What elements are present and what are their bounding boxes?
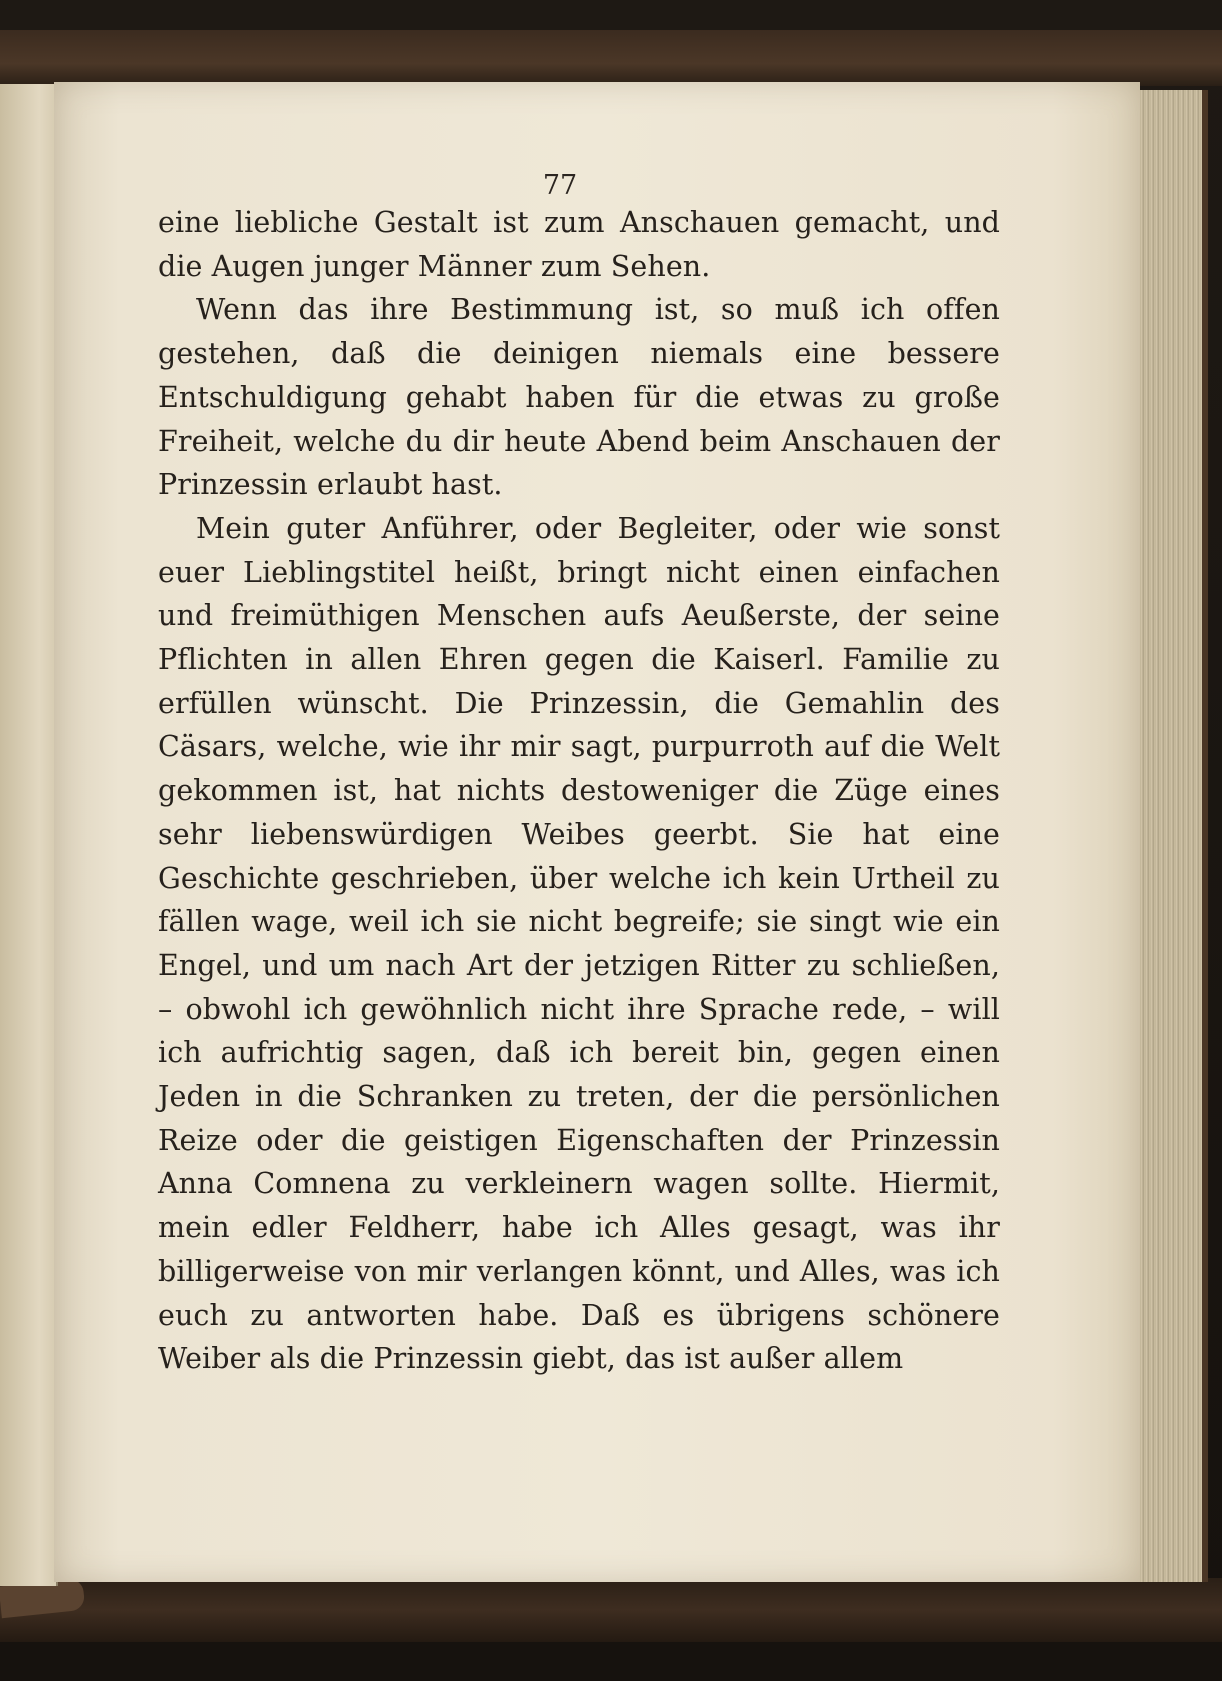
page-number: 77 [542,170,578,201]
left-page-edge [0,84,58,1586]
paragraph: Wenn das ihre Bestimmung ist, so muß ich offen gestehen, daß die deinigen niemals eine bessere Entschuldigung gehabt haben für die etwas zu große Freiheit, welche du dir heute Abend beim Anschauen der Prinzessin erlaubt hast. [158,293,1000,502]
paragraph: eine liebliche Gestalt ist zum Anschauen gemacht, und die Augen junger Männer zum Sehen. [158,206,1000,283]
book-cover-top [0,30,1222,86]
book-cover-bottom [0,1578,1222,1642]
page-stack-edge [1140,90,1208,1582]
page-body-text [158,201,1000,1381]
paragraph: Mein guter Anführer, oder Begleiter, oder wie sonst euer Lieblingstitel heißt, bringt nicht einen einfachen und freimüthigen Menschen aufs Aeußerste, der seine Pflichten in allen Ehren gegen die Kaiserl. Familie zu erfüllen wünscht. Die Prinzessin, die Gemahlin des Cäsars, welche, wie ihr mir sagt, purpurroth auf die Welt gekommen ist, hat nichts destoweniger die Züge eines sehr liebenswürdigen Weibes geerbt. Sie hat eine Geschichte geschrieben, über welche ich kein Urtheil zu fällen wage, weil ich sie nicht begreife; sie singt wie ein Engel, und um nach Art der jetzigen Ritter zu schließen, – obwohl ich gewöhnlich nicht ihre Sprache rede, – will ich aufrichtig sagen, daß ich bereit bin, gegen einen Jeden in die Schranken zu treten, der die persönlichen Reize oder die geistigen Eigenschaften der Prinzessin Anna Comnena zu verkleinern wagen sollte. Hiermit, mein edler Feldherr, habe ich Alles gesagt, was ihr billigerweise von mir verlangen könnt, und Alles, was ich euch zu antworten habe. Daß es übrigens schönere Weiber als die Prinzessin giebt, das ist außer allem [158,511,1000,1376]
